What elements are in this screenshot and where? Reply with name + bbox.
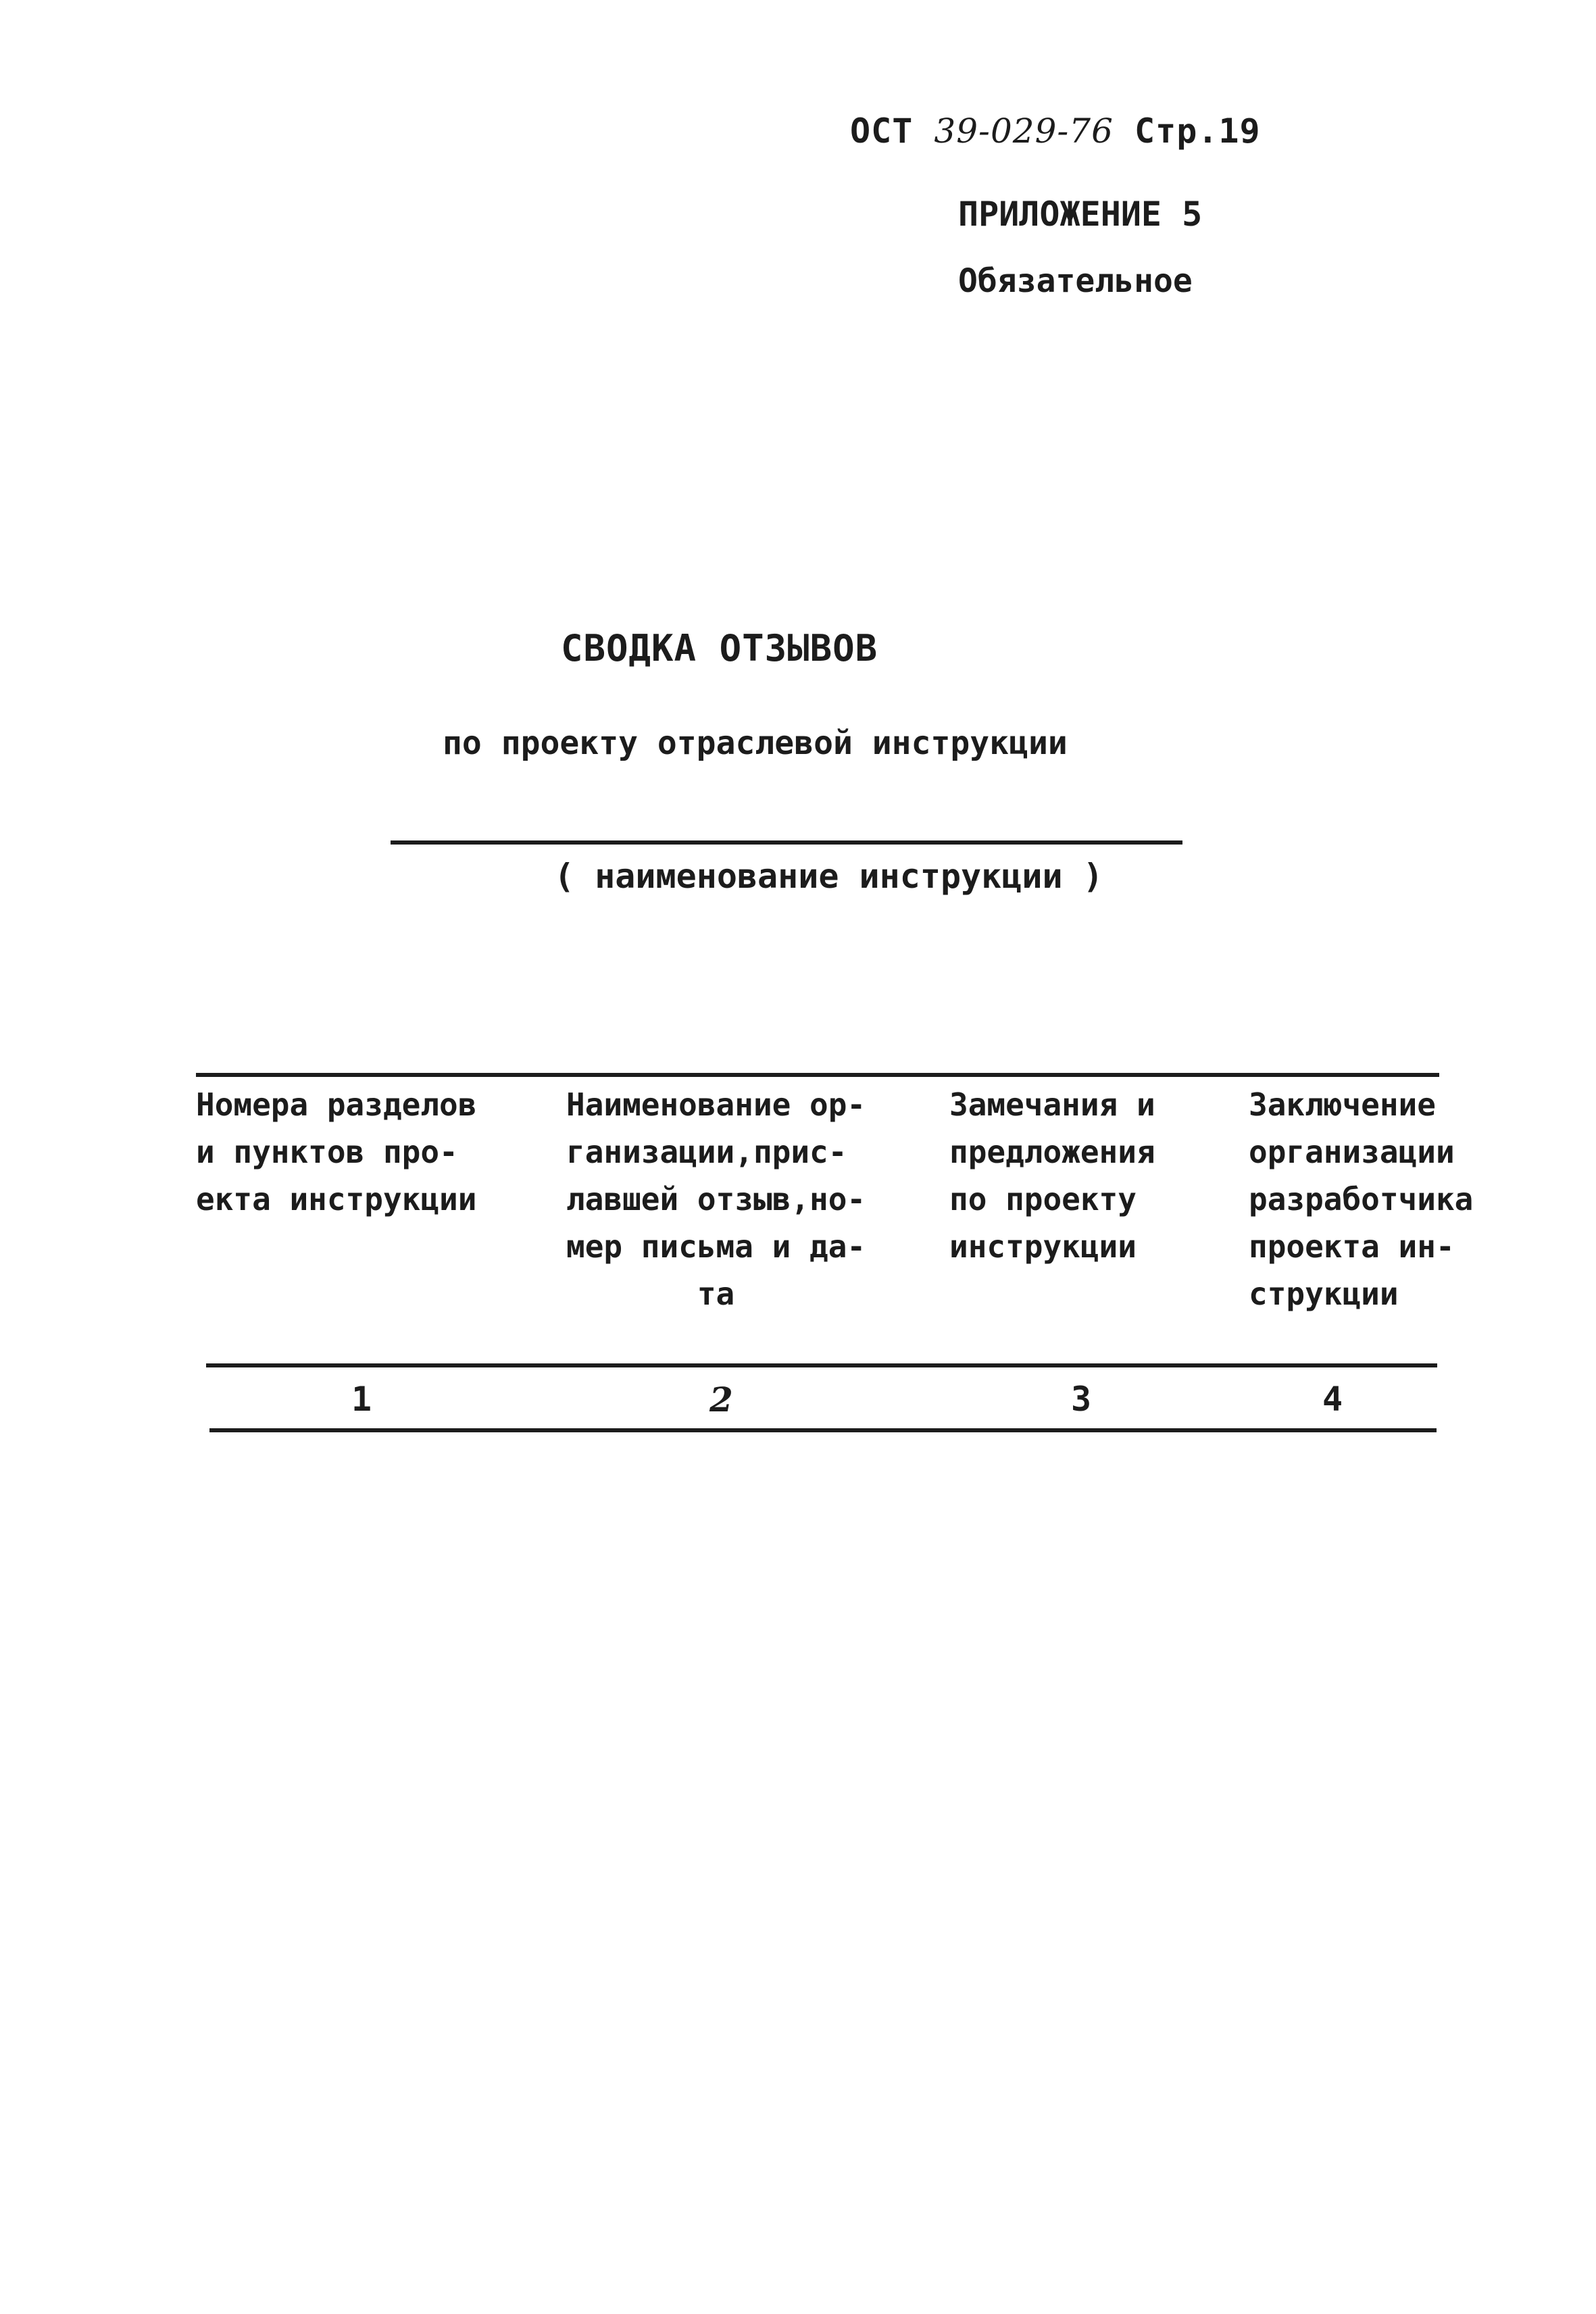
column-number-1: 1 — [351, 1380, 372, 1419]
reviews-table — [189, 1074, 1474, 1453]
document-subtitle: по проекту отраслевой инструкции — [443, 724, 1068, 762]
column-number-3: 3 — [1071, 1380, 1092, 1419]
instruction-name-line — [391, 840, 1182, 845]
column-number-2: 2 — [709, 1380, 733, 1419]
annex-label: ПРИЛОЖЕНИЕ 5 — [958, 195, 1203, 234]
column-header-remarks: Замечания и предложения по проекту инструкции — [949, 1086, 1155, 1265]
annex-status: Обязательное — [958, 262, 1193, 300]
column-header-conclusion: Заключение организации разработчика проекта ин- струкции — [1249, 1086, 1474, 1312]
document-title: СВОДКА ОТЗЫВОВ — [561, 627, 878, 670]
column-header-organization: Наименование ор- ганизации,прис- лавшей отзыв,но- мер письма и да- та — [566, 1086, 866, 1312]
document-number: 39-029-76 — [934, 111, 1114, 151]
instruction-name-caption: ( наименование инструкции ) — [554, 857, 1103, 896]
document-reference — [850, 111, 1261, 151]
standard-prefix: ОСТ — [850, 111, 914, 151]
page-number: Стр.19 — [1134, 111, 1261, 151]
column-number-4: 4 — [1322, 1380, 1343, 1419]
column-header-section-numbers: Номера разделов и пунктов про- екта инструкции — [196, 1086, 477, 1217]
